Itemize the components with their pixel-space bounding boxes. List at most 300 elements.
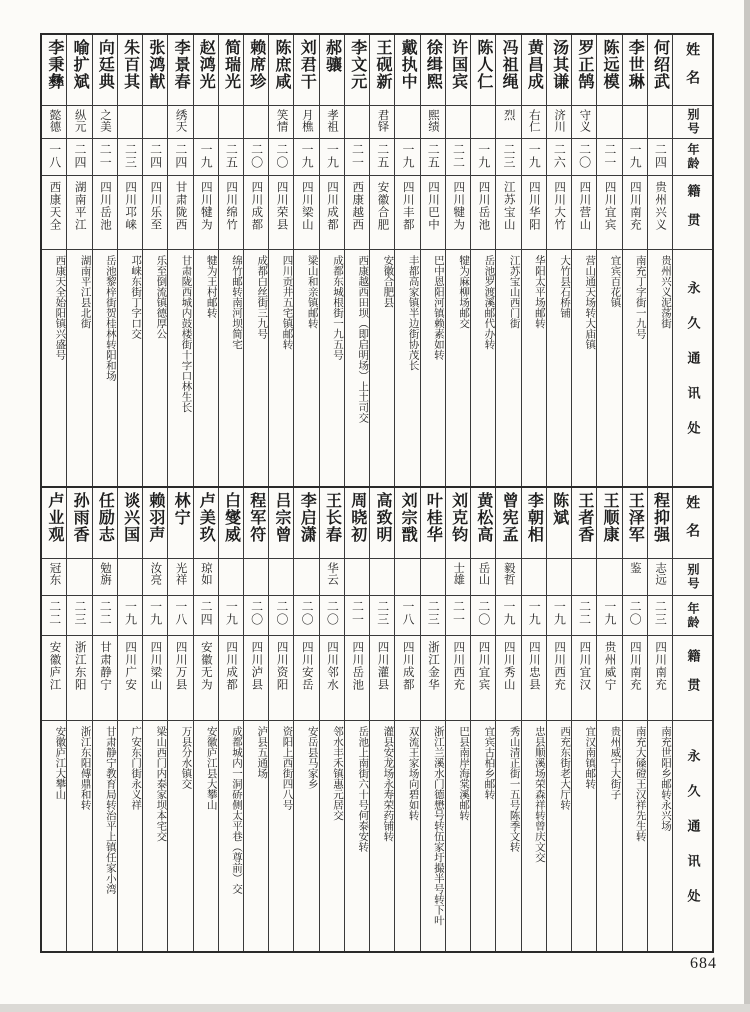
person-address: 犍为麻柳场邮交 [446, 249, 470, 486]
person-origin: 四川宜宾 [471, 635, 495, 720]
person-address: 成都东城根街一九五号 [320, 249, 344, 486]
person-name: 周晓初 [348, 492, 366, 543]
person-alias [547, 558, 571, 595]
person-name: 朱百其 [121, 39, 139, 90]
person-age: 二五 [421, 138, 445, 175]
person-alias: 孝祖 [320, 105, 344, 138]
person-origin: 四川邻水 [320, 635, 344, 720]
person-name: 任励志 [96, 492, 114, 543]
person-alias: 毅哲 [496, 558, 520, 595]
person-name: 吕宗曾 [273, 492, 290, 543]
person-alias: 右仁 [522, 105, 546, 138]
person-origin: 四川大竹 [547, 175, 571, 249]
person-origin: 四川成都 [244, 175, 268, 249]
person-name: 陈远模 [601, 39, 619, 90]
person-name: 陈人仁 [474, 39, 492, 90]
header-column-bottom [672, 488, 712, 951]
person-column [495, 35, 520, 486]
person-origin: 四川梁山 [294, 175, 318, 249]
person-origin: 四川成都 [320, 175, 344, 249]
person-name: 许国宾 [449, 39, 467, 90]
person-column [420, 35, 445, 486]
person-address: 巴县南岸海棠溪邮转 [446, 720, 470, 951]
person-age: 二六 [547, 138, 571, 175]
person-alias: 光祥 [168, 558, 192, 595]
person-column [218, 488, 243, 951]
person-origin: 甘肃陇西 [168, 175, 192, 249]
person-alias [395, 105, 419, 138]
person-age: 一九 [395, 138, 419, 175]
person-alias [522, 558, 546, 595]
person-alias [572, 558, 596, 595]
person-name: 郝骧 [323, 39, 341, 73]
person-name: 白燮威 [222, 492, 240, 543]
person-age: 二一 [597, 138, 621, 175]
person-name: 罗正鹄 [575, 39, 593, 90]
person-address: 岳池上南街六十号何泰安转 [345, 720, 369, 951]
person-origin: 四川南充 [648, 635, 672, 720]
person-alias: 冠东 [42, 558, 66, 595]
person-address: 安岳县马家乡 [294, 720, 318, 951]
person-origin: 四川犍为 [194, 175, 218, 249]
person-column [521, 488, 546, 951]
person-address: 南充丁字街一九号 [623, 249, 647, 486]
person-name: 陈庶咸 [273, 39, 290, 90]
person-column [117, 35, 142, 486]
person-address: 宜汉南镇邮转 [572, 720, 596, 951]
person-age: 二四 [143, 138, 167, 175]
person-name: 李秉彝 [45, 39, 63, 90]
person-address: 万县分水镇交 [168, 720, 192, 951]
person-name: 简瑞光 [222, 39, 240, 90]
scan-edge-bottom [0, 1004, 750, 1012]
person-column [470, 488, 495, 951]
person-column [596, 35, 621, 486]
person-address: 湖南平江县北街 [67, 249, 91, 486]
person-name: 林宁 [172, 492, 190, 526]
person-age: 一九 [294, 138, 318, 175]
person-alias [269, 558, 293, 595]
person-column [647, 488, 672, 951]
person-address: 贵州兴义泥荡街 [648, 249, 672, 486]
person-origin: 甘肃静宁 [93, 635, 117, 720]
person-column [66, 35, 91, 486]
person-age: 一九 [597, 595, 621, 635]
person-alias: 月樵 [294, 105, 318, 138]
person-age: 二〇 [269, 138, 293, 175]
person-address: 甘肃静宁教育局转治平上镇任家小湾 [93, 720, 117, 951]
person-name: 程军符 [247, 492, 265, 543]
person-origin: 四川灌县 [370, 635, 394, 720]
person-address: 资阳上西街四八号 [269, 720, 293, 951]
person-alias: 华云 [320, 558, 344, 595]
person-column [571, 488, 596, 951]
person-alias: 岳山 [471, 558, 495, 595]
person-origin: 四川万县 [168, 635, 192, 720]
person-name: 黄松高 [474, 492, 492, 543]
person-address: 四川贡井五宅镇邮转 [269, 249, 293, 486]
person-column [142, 488, 167, 951]
person-address: 西康越西田坝（即启明场）上土司交 [345, 249, 369, 486]
person-name: 冯祖绳 [500, 39, 518, 90]
person-age: 二一 [93, 138, 117, 175]
person-age: 二〇 [471, 595, 495, 635]
person-origin: 四川成都 [219, 635, 243, 720]
person-age: 一九 [219, 595, 243, 635]
person-column [42, 35, 66, 486]
person-address: 南充大磉磴王汉祥先生转 [623, 720, 647, 951]
person-origin: 浙江金华 [421, 635, 445, 720]
person-address: 安徽庐江大攀山 [42, 720, 66, 951]
person-address: 秀山清正街一五号陈季文转 [496, 720, 520, 951]
person-age: 二三 [421, 595, 445, 635]
person-name: 何绍武 [651, 39, 669, 90]
person-age: 一九 [522, 138, 546, 175]
person-origin: 安徽庐江 [42, 635, 66, 720]
person-origin: 四川西充 [446, 635, 470, 720]
person-origin: 四川资阳 [269, 635, 293, 720]
person-name: 曾宪孟 [500, 492, 518, 543]
person-age: 二五 [370, 138, 394, 175]
person-column [92, 35, 117, 486]
person-name: 程抑强 [651, 492, 669, 543]
person-alias [219, 105, 243, 138]
person-address: 乐至倒流镇德厚公 [143, 249, 167, 486]
person-column [319, 35, 344, 486]
person-column [546, 35, 571, 486]
person-origin: 四川梁山 [143, 635, 167, 720]
person-name: 向廷典 [96, 39, 114, 90]
person-alias: 勉旃 [93, 558, 117, 595]
person-age: 二〇 [623, 595, 647, 635]
person-origin: 四川岳池 [471, 175, 495, 249]
person-name: 李朝相 [525, 492, 543, 543]
person-name: 陈斌 [550, 492, 568, 526]
person-origin: 浙江东阳 [67, 635, 91, 720]
person-origin: 江苏宝山 [496, 175, 520, 249]
person-age: 二四 [168, 138, 192, 175]
person-column [622, 35, 647, 486]
person-origin: 西康越西 [345, 175, 369, 249]
person-address: 成都城内一洞硚侧太平巷（尊前）交 [219, 720, 243, 951]
person-column [445, 488, 470, 951]
person-address: 南充世阳乡邮转永兴场 [648, 720, 672, 951]
person-alias [395, 558, 419, 595]
person-origin: 四川荣县 [269, 175, 293, 249]
person-name: 张鸿猷 [146, 39, 164, 90]
directory-table-bottom [42, 486, 712, 951]
person-column [445, 35, 470, 486]
person-alias [648, 105, 672, 138]
header-address: 永久通讯处 [673, 249, 712, 486]
person-name: 王泽军 [626, 492, 644, 543]
person-origin: 四川秀山 [496, 635, 520, 720]
person-name: 刘宗戬 [399, 492, 417, 543]
person-age: 一九 [522, 595, 546, 635]
person-age: 二四 [67, 138, 91, 175]
person-age: 一九 [118, 595, 142, 635]
person-address: 西康天全始阳镇兴盛号 [42, 249, 66, 486]
header-origin: 籍贯 [673, 635, 712, 720]
person-column [42, 488, 66, 951]
person-origin: 四川泸县 [244, 635, 268, 720]
person-age: 二一 [345, 138, 369, 175]
person-name: 王顺康 [601, 492, 619, 543]
person-age: 二三 [496, 138, 520, 175]
person-origin: 四川丰都 [395, 175, 419, 249]
person-column [268, 35, 293, 486]
person-alias [118, 105, 142, 138]
person-alias [370, 558, 394, 595]
person-address: 灌县安龙场永寿荣药铺转 [370, 720, 394, 951]
person-name: 王长春 [323, 492, 341, 543]
person-alias [597, 558, 621, 595]
person-address: 犍为王村邮转 [194, 249, 218, 486]
person-name: 喻扩斌 [71, 39, 89, 90]
person-column [394, 35, 419, 486]
person-name: 徐缉熙 [424, 39, 442, 90]
person-name: 高致明 [373, 492, 391, 543]
person-alias [244, 558, 268, 595]
person-age: 一九 [143, 595, 167, 635]
person-alias [244, 105, 268, 138]
person-name: 王者香 [575, 492, 593, 543]
person-alias [143, 105, 167, 138]
person-alias [67, 558, 91, 595]
person-column [293, 488, 318, 951]
person-origin: 西康天全 [42, 175, 66, 249]
person-address: 甘肃陇西城内鼓楼街十字口林生长 [168, 249, 192, 486]
person-name: 卢美玖 [197, 492, 215, 543]
header-address: 永久通讯处 [673, 720, 712, 951]
person-address: 丰都高家镇半边街协茂长 [395, 249, 419, 486]
person-origin: 四川宜宾 [597, 175, 621, 249]
header-alias: 别号 [673, 105, 712, 138]
person-address: 忠县顺溪场荣森祥转曾庆文交 [522, 720, 546, 951]
person-origin: 四川忠县 [522, 635, 546, 720]
person-column [546, 488, 571, 951]
person-address: 岳池罗渡溪邮代办转 [471, 249, 495, 486]
person-name: 叶桂华 [424, 492, 442, 543]
person-address: 营山通天场转大庙镇 [572, 249, 596, 486]
person-age: 二〇 [572, 138, 596, 175]
person-origin: 四川南充 [623, 175, 647, 249]
person-alias [194, 105, 218, 138]
person-address: 贵州威宁大街子 [597, 720, 621, 951]
person-origin: 四川岳池 [345, 635, 369, 720]
person-address: 浙江兰溪水门德懋号转伍家圩撮半号转下叶 [421, 720, 445, 951]
person-age: 二一 [446, 595, 470, 635]
person-origin: 四川成都 [395, 635, 419, 720]
person-column [167, 488, 192, 951]
person-alias: 志远 [648, 558, 672, 595]
scan-edge-right [744, 0, 750, 1012]
person-age: 二四 [648, 138, 672, 175]
person-column [167, 35, 192, 486]
person-origin: 贵州兴义 [648, 175, 672, 249]
person-address: 华阳太平场邮转 [522, 249, 546, 486]
person-address: 绵竹邮转南河坝简宅 [219, 249, 243, 486]
person-origin: 安徽无为 [194, 635, 218, 720]
person-address: 西充东街老大厅转 [547, 720, 571, 951]
person-alias [219, 558, 243, 595]
person-age: 二四 [194, 595, 218, 635]
person-age: 二三 [370, 595, 394, 635]
person-alias [597, 105, 621, 138]
person-origin: 四川西充 [547, 635, 571, 720]
person-alias [421, 558, 445, 595]
person-column [596, 488, 621, 951]
person-origin: 四川南充 [623, 635, 647, 720]
person-address: 浙江东阳傅鼎和转 [67, 720, 91, 951]
person-origin: 四川宜汉 [572, 635, 596, 720]
person-name: 孙雨香 [71, 492, 89, 543]
header-column-top [672, 35, 712, 486]
person-address: 梁山和亲镇邮转 [294, 249, 318, 486]
person-address: 成都白丝街三九号 [244, 249, 268, 486]
person-age: 一八 [395, 595, 419, 635]
person-age: 一九 [194, 138, 218, 175]
header-name: 姓名 [685, 42, 702, 98]
person-address: 巴中恩阳河镇赖素如转 [421, 249, 445, 486]
person-column [243, 35, 268, 486]
person-age: 一九 [320, 138, 344, 175]
person-origin: 湖南平江 [67, 175, 91, 249]
person-address: 邻水丰禾镇惠元居交 [320, 720, 344, 951]
person-address: 梁山西门内泰家坝本宅交 [143, 720, 167, 951]
person-alias [345, 558, 369, 595]
person-name: 赖席珍 [247, 39, 265, 90]
person-name: 赵鸿光 [197, 39, 215, 90]
person-age: 二〇 [320, 595, 344, 635]
person-column [495, 488, 520, 951]
person-name: 赖羽声 [146, 492, 164, 543]
person-name: 黄昌成 [525, 39, 543, 90]
person-alias: 济川 [547, 105, 571, 138]
person-column [647, 35, 672, 486]
person-alias: 烈 [496, 105, 520, 138]
person-origin: 四川华阳 [522, 175, 546, 249]
person-age: 二二 [446, 138, 470, 175]
person-age: 二二 [572, 595, 596, 635]
person-origin: 四川巴中 [421, 175, 445, 249]
person-alias: 琼如 [194, 558, 218, 595]
person-origin: 安徽合肥 [370, 175, 394, 249]
directory-table [40, 33, 714, 953]
person-alias [446, 105, 470, 138]
person-age: 一九 [496, 595, 520, 635]
person-name: 李世琳 [626, 39, 644, 90]
header-alias: 别号 [673, 558, 712, 595]
person-address: 双流王家场向碧如转 [395, 720, 419, 951]
person-name: 刘克钧 [449, 492, 467, 543]
header-age: 年龄 [673, 595, 712, 635]
person-origin: 四川绵竹 [219, 175, 243, 249]
person-address: 岳池黎梓街贺桂林转阳和场 [93, 249, 117, 486]
person-alias [118, 558, 142, 595]
header-age: 年龄 [673, 138, 712, 175]
person-address: 宜宾百花镇 [597, 249, 621, 486]
person-name: 李文元 [348, 39, 366, 90]
person-column [394, 488, 419, 951]
person-age: 二〇 [244, 595, 268, 635]
person-age: 二〇 [244, 138, 268, 175]
person-column [470, 35, 495, 486]
person-column [218, 35, 243, 486]
person-alias [471, 105, 495, 138]
person-age: 二〇 [294, 595, 318, 635]
person-column [319, 488, 344, 951]
person-alias: 绣天 [168, 105, 192, 138]
directory-table-top [42, 35, 712, 486]
person-alias: 君铎 [370, 105, 394, 138]
person-column [117, 488, 142, 951]
person-column [193, 488, 218, 951]
person-alias: 鉴 [623, 558, 647, 595]
page-number: 684 [690, 955, 717, 972]
person-column [622, 488, 647, 951]
person-column [66, 488, 91, 951]
person-address: 安徽庐江县大攀山 [194, 720, 218, 951]
person-column [369, 35, 394, 486]
person-name: 李启潇 [298, 492, 316, 543]
person-age: 一九 [471, 138, 495, 175]
person-age: 一八 [168, 595, 192, 635]
person-column [420, 488, 445, 951]
person-alias: 熙绩 [421, 105, 445, 138]
person-name: 汤其谦 [550, 39, 568, 90]
person-address: 广安东门街永义祥 [118, 720, 142, 951]
person-alias: 笑情 [269, 105, 293, 138]
person-address: 邛崃东街丁字口交 [118, 249, 142, 486]
person-origin: 贵州威宁 [597, 635, 621, 720]
person-age: 二二 [93, 595, 117, 635]
person-origin: 四川犍为 [446, 175, 470, 249]
person-name: 王砚新 [373, 39, 391, 90]
person-age: 一八 [42, 138, 66, 175]
person-age: 二二 [42, 595, 66, 635]
person-age: 二五 [219, 138, 243, 175]
person-column [571, 35, 596, 486]
person-origin: 四川安岳 [294, 635, 318, 720]
person-origin: 四川岳池 [93, 175, 117, 249]
person-alias: 士雄 [446, 558, 470, 595]
person-address: 泸县五通场 [244, 720, 268, 951]
person-alias: 懿德 [42, 105, 66, 138]
person-column [293, 35, 318, 486]
header-name: 姓名 [685, 495, 702, 551]
person-alias [623, 105, 647, 138]
person-name: 李景春 [172, 39, 190, 90]
person-age: 二〇 [269, 595, 293, 635]
person-alias: 纵元 [67, 105, 91, 138]
header-origin: 籍贯 [673, 175, 712, 249]
person-age: 二三 [648, 595, 672, 635]
person-alias: 汝亮 [143, 558, 167, 595]
person-age: 一九 [547, 595, 571, 635]
person-origin: 四川营山 [572, 175, 596, 249]
person-column [142, 35, 167, 486]
person-alias: 守义 [572, 105, 596, 138]
person-alias [345, 105, 369, 138]
person-origin: 四川广安 [118, 635, 142, 720]
person-column [369, 488, 394, 951]
person-column [193, 35, 218, 486]
person-column [268, 488, 293, 951]
person-column [344, 488, 369, 951]
person-name: 戴执中 [399, 39, 417, 90]
person-name: 卢业观 [45, 492, 63, 543]
